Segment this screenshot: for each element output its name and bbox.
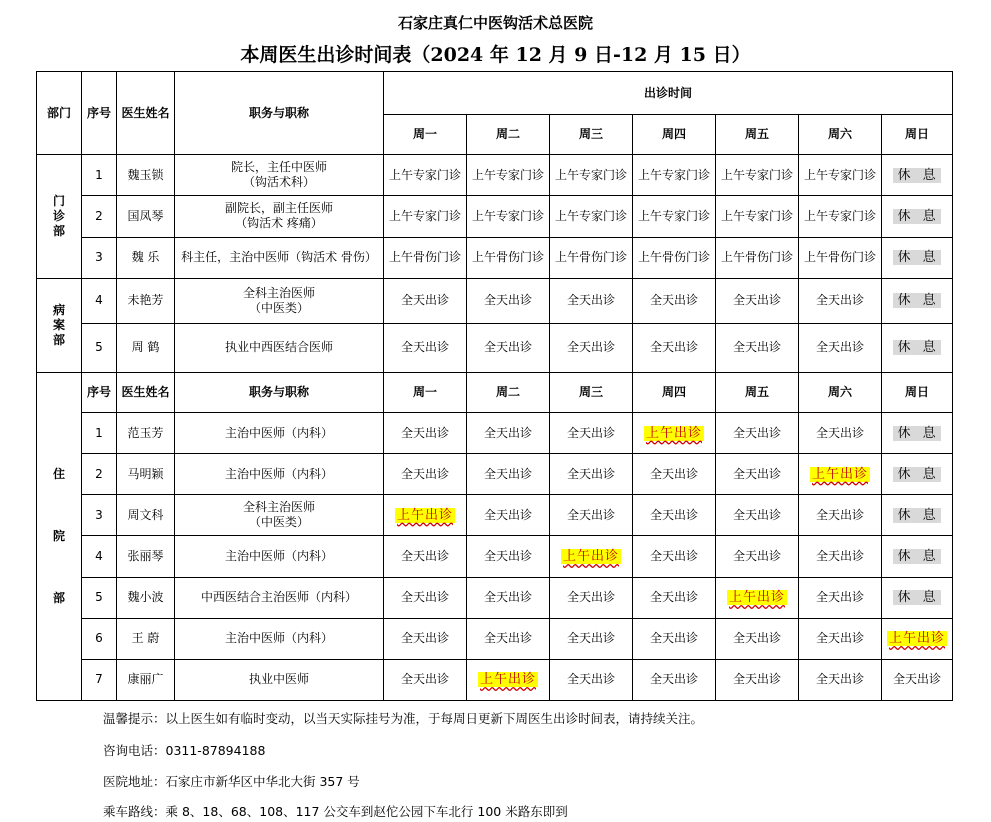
schedule-value: 全天出诊 xyxy=(400,548,449,563)
schedule-value: 上午骨伤门诊 xyxy=(720,250,793,265)
schedule-cell xyxy=(550,413,633,454)
schedule-value: 全天出诊 xyxy=(483,590,532,605)
table-row xyxy=(37,278,953,323)
schedule-cell xyxy=(799,413,882,454)
table-row xyxy=(37,454,953,495)
schedule-cell xyxy=(716,413,799,454)
table-row xyxy=(37,495,953,536)
schedule-cell xyxy=(799,495,882,536)
schedule-value: 全天出诊 xyxy=(566,672,615,687)
day-header: 周日 xyxy=(882,372,953,412)
table-row xyxy=(37,618,953,659)
schedule-value: 全天出诊 xyxy=(483,293,532,308)
header-title: 职务与职称 xyxy=(175,72,384,155)
table-row xyxy=(37,323,953,372)
title-line2: （中医类） xyxy=(248,300,309,315)
schedule-cell xyxy=(882,155,953,196)
title-line1: 副院长，副主任医师 xyxy=(224,201,333,216)
schedule-value: 上午专家门诊 xyxy=(803,208,876,223)
schedule-cell xyxy=(550,618,633,659)
schedule-cell xyxy=(384,618,467,659)
schedule-cell xyxy=(799,278,882,323)
half-day-highlight: 上午出诊 xyxy=(562,548,619,564)
title-line1: 执业中西医结合医师 xyxy=(224,340,333,355)
schedule-cell xyxy=(716,237,799,278)
schedule-value: 上午专家门诊 xyxy=(554,167,627,182)
half-day-highlight: 上午出诊 xyxy=(479,672,536,688)
schedule-cell xyxy=(716,323,799,372)
schedule-value: 上午专家门诊 xyxy=(471,208,544,223)
schedule-cell xyxy=(550,323,633,372)
schedule-cell xyxy=(384,323,467,372)
schedule-cell xyxy=(716,618,799,659)
schedule-cell xyxy=(384,495,467,536)
rest-label: 休 息 xyxy=(893,293,940,308)
day-header: 周四 xyxy=(633,115,716,155)
schedule-cell xyxy=(716,278,799,323)
schedule-cell xyxy=(384,659,467,700)
schedule-cell xyxy=(799,454,882,495)
schedule-cell xyxy=(633,659,716,700)
doctor-name: 国凤琴 xyxy=(117,196,175,237)
schedule-value: 上午专家门诊 xyxy=(471,167,544,182)
row-number: 3 xyxy=(82,495,117,536)
row-number: 3 xyxy=(82,237,117,278)
schedule-value: 全天出诊 xyxy=(815,631,864,646)
title-cell xyxy=(175,196,384,237)
schedule-cell xyxy=(633,577,716,618)
row-number: 1 xyxy=(82,155,117,196)
row-number: 1 xyxy=(82,413,117,454)
title-cell xyxy=(175,659,384,700)
schedule-cell xyxy=(550,577,633,618)
schedule-cell xyxy=(550,536,633,577)
schedule-cell xyxy=(633,196,716,237)
day-header: 周五 xyxy=(716,115,799,155)
schedule-value: 全天出诊 xyxy=(483,507,532,522)
schedule-value: 上午专家门诊 xyxy=(388,167,461,182)
doctor-name: 魏 乐 xyxy=(117,237,175,278)
schedule-value: 全天出诊 xyxy=(732,548,781,563)
row-number: 7 xyxy=(82,659,117,700)
schedule-value: 上午骨伤门诊 xyxy=(388,250,461,265)
schedule-value: 全天出诊 xyxy=(732,466,781,481)
rest-label: 休 息 xyxy=(893,209,940,224)
dept-name: 住 院 部 xyxy=(52,467,65,606)
schedule-cell xyxy=(716,155,799,196)
day-header: 周一 xyxy=(384,115,467,155)
row-number: 5 xyxy=(82,323,117,372)
schedule-cell xyxy=(882,577,953,618)
schedule-cell xyxy=(550,196,633,237)
schedule-value: 全天出诊 xyxy=(649,672,698,687)
schedule-cell xyxy=(550,495,633,536)
day-header: 周五 xyxy=(716,372,799,412)
day-header: 周四 xyxy=(633,372,716,412)
schedule-value: 全天出诊 xyxy=(566,590,615,605)
hospital-name: 石家庄真仁中医钩活术总医院 xyxy=(397,14,593,32)
schedule-cell xyxy=(550,659,633,700)
row-number: 5 xyxy=(82,577,117,618)
schedule-value: 上午专家门诊 xyxy=(637,208,710,223)
schedule-cell xyxy=(384,536,467,577)
rest-label: 休 息 xyxy=(893,467,940,482)
rest-label: 休 息 xyxy=(893,168,940,183)
schedule-cell xyxy=(882,495,953,536)
schedule-cell xyxy=(384,237,467,278)
schedule-cell xyxy=(633,536,716,577)
schedule-cell xyxy=(467,495,550,536)
schedule-value: 全天出诊 xyxy=(893,672,942,687)
day-header: 周三 xyxy=(550,372,633,412)
dept-name: 门 诊 部 xyxy=(52,193,65,238)
schedule-title: 本周医生出诊时间表（2024 年 12 月 9 日-12 月 15 日） xyxy=(240,44,751,66)
title-line2: （钩活术科） xyxy=(242,175,315,190)
schedule-value: 全天出诊 xyxy=(566,507,615,522)
schedule-cell xyxy=(550,155,633,196)
schedule-value: 全天出诊 xyxy=(649,507,698,522)
schedule-cell xyxy=(716,577,799,618)
schedule-cell xyxy=(467,196,550,237)
row-number: 6 xyxy=(82,618,117,659)
schedule-value: 全天出诊 xyxy=(732,631,781,646)
schedule-cell xyxy=(633,413,716,454)
schedule-value: 上午专家门诊 xyxy=(803,167,876,182)
schedule-cell xyxy=(716,454,799,495)
doctor-name: 魏玉锁 xyxy=(117,155,175,196)
schedule-cell xyxy=(882,196,953,237)
table-row xyxy=(37,659,953,700)
schedule-value: 全天出诊 xyxy=(732,507,781,522)
schedule-cell xyxy=(882,454,953,495)
schedule-cell xyxy=(550,454,633,495)
title-cell xyxy=(175,323,384,372)
title-cell xyxy=(175,577,384,618)
half-day-highlight: 上午出诊 xyxy=(396,507,453,523)
schedule-value: 全天出诊 xyxy=(400,425,449,440)
doctor-name: 周文科 xyxy=(117,495,175,536)
title-cell xyxy=(175,413,384,454)
schedule-value: 上午骨伤门诊 xyxy=(471,250,544,265)
day-header: 周六 xyxy=(799,372,882,412)
schedule-cell xyxy=(467,618,550,659)
table-row xyxy=(37,536,953,577)
doctor-name: 范玉芳 xyxy=(117,413,175,454)
schedule-value: 全天出诊 xyxy=(483,425,532,440)
rest-label: 休 息 xyxy=(893,549,940,564)
title-line2: （中医类） xyxy=(248,515,309,530)
schedule-value: 全天出诊 xyxy=(649,293,698,308)
schedule-value: 全天出诊 xyxy=(566,466,615,481)
schedule-cell xyxy=(716,495,799,536)
schedule-cell xyxy=(384,155,467,196)
title-line2: （钩活术 疼痛） xyxy=(235,216,323,231)
schedule-cell xyxy=(882,237,953,278)
table-row xyxy=(37,155,953,196)
table-row xyxy=(37,196,953,237)
title-line1: 全科主治医师 xyxy=(242,285,315,300)
schedule-cell xyxy=(633,618,716,659)
schedule-value: 全天出诊 xyxy=(566,631,615,646)
schedule-cell xyxy=(882,618,953,659)
schedule-cell xyxy=(716,659,799,700)
rest-label: 休 息 xyxy=(893,590,940,605)
schedule-value: 全天出诊 xyxy=(649,548,698,563)
schedule-value: 全天出诊 xyxy=(483,548,532,563)
title-cell xyxy=(175,618,384,659)
schedule-cell xyxy=(384,577,467,618)
footer-notice: 温馨提示：以上医生如有临时变动，以当天实际挂号为准，于每周日更新下周医生出诊时间表，请持续关注。 xyxy=(103,711,704,726)
schedule-value: 全天出诊 xyxy=(815,672,864,687)
schedule-value: 全天出诊 xyxy=(815,425,864,440)
schedule-cell xyxy=(384,454,467,495)
half-day-highlight: 上午出诊 xyxy=(889,631,946,647)
row-number: 2 xyxy=(82,196,117,237)
table-row xyxy=(37,577,953,618)
day-header: 周一 xyxy=(384,372,467,412)
schedule-cell xyxy=(633,278,716,323)
schedule-value: 全天出诊 xyxy=(400,293,449,308)
schedule-cell xyxy=(882,413,953,454)
header-title: 职务与职称 xyxy=(175,372,384,412)
title-line1: 主治中医师（内科） xyxy=(224,631,333,646)
schedule-value: 全天出诊 xyxy=(400,590,449,605)
row-number: 4 xyxy=(82,278,117,323)
schedule-cell xyxy=(467,454,550,495)
schedule-cell xyxy=(882,659,953,700)
day-header: 周日 xyxy=(882,115,953,155)
schedule-value: 全天出诊 xyxy=(732,340,781,355)
schedule-value: 全天出诊 xyxy=(815,548,864,563)
schedule-value: 上午专家门诊 xyxy=(720,167,793,182)
schedule-value: 全天出诊 xyxy=(566,340,615,355)
header-schedule: 出诊时间 xyxy=(384,72,953,115)
schedule-value: 上午专家门诊 xyxy=(720,208,793,223)
doctor-name: 周 鹤 xyxy=(117,323,175,372)
schedule-value: 全天出诊 xyxy=(815,293,864,308)
schedule-cell xyxy=(467,413,550,454)
schedule-cell xyxy=(633,237,716,278)
title-line1: 主治中医师（内科） xyxy=(224,548,333,563)
schedule-cell xyxy=(633,495,716,536)
schedule-cell xyxy=(799,237,882,278)
title-cell xyxy=(175,237,384,278)
title-line1: 科主任，主治中医师（钩活术 骨伤） xyxy=(181,250,377,265)
half-day-highlight: 上午出诊 xyxy=(728,590,785,606)
dept-cell xyxy=(37,278,82,372)
schedule-value: 全天出诊 xyxy=(649,631,698,646)
doctor-name: 马明颖 xyxy=(117,454,175,495)
schedule-cell xyxy=(550,237,633,278)
schedule-cell xyxy=(633,454,716,495)
schedule-value: 全天出诊 xyxy=(566,425,615,440)
schedule-cell xyxy=(467,155,550,196)
schedule-cell xyxy=(799,577,882,618)
title-line1: 执业中医师 xyxy=(248,672,309,687)
schedule-cell xyxy=(799,618,882,659)
schedule-cell xyxy=(882,323,953,372)
dept-cell xyxy=(37,372,82,700)
doctor-name: 魏小波 xyxy=(117,577,175,618)
dept-name: 病 案 部 xyxy=(52,302,65,347)
title-cell xyxy=(175,454,384,495)
schedule-cell xyxy=(799,196,882,237)
schedule-cell xyxy=(882,536,953,577)
schedule-value: 上午骨伤门诊 xyxy=(637,250,710,265)
schedule-value: 全天出诊 xyxy=(732,672,781,687)
title-line1: 中西医结合主治医师（内科） xyxy=(200,590,357,605)
footer-address: 医院地址：石家庄市新华区中华北大街 357 号 xyxy=(103,774,360,789)
schedule-value: 全天出诊 xyxy=(483,466,532,481)
schedule-cell xyxy=(467,659,550,700)
schedule-value: 上午专家门诊 xyxy=(554,208,627,223)
title-cell xyxy=(175,536,384,577)
schedule-cell xyxy=(467,577,550,618)
title-cell xyxy=(175,155,384,196)
title-cell xyxy=(175,278,384,323)
schedule-value: 全天出诊 xyxy=(732,425,781,440)
title-line1: 主治中医师（内科） xyxy=(224,425,333,440)
schedule-value: 全天出诊 xyxy=(815,590,864,605)
row-number: 4 xyxy=(82,536,117,577)
day-header: 周二 xyxy=(467,372,550,412)
schedule-cell xyxy=(799,659,882,700)
title-line1: 主治中医师（内科） xyxy=(224,466,333,481)
schedule-value: 全天出诊 xyxy=(815,340,864,355)
title-line1: 院长，主任中医师 xyxy=(230,160,327,175)
header-dept: 部门 xyxy=(37,72,82,155)
schedule-cell xyxy=(799,323,882,372)
schedule-cell xyxy=(633,155,716,196)
schedule-table xyxy=(36,71,953,701)
schedule-cell xyxy=(799,536,882,577)
row-number: 2 xyxy=(82,454,117,495)
schedule-cell xyxy=(799,155,882,196)
doctor-name: 康丽广 xyxy=(117,659,175,700)
schedule-cell xyxy=(716,536,799,577)
schedule-value: 全天出诊 xyxy=(400,631,449,646)
schedule-cell xyxy=(384,278,467,323)
schedule-value: 上午骨伤门诊 xyxy=(554,250,627,265)
header-no: 序号 xyxy=(82,72,117,155)
schedule-value: 上午骨伤门诊 xyxy=(803,250,876,265)
rest-label: 休 息 xyxy=(893,508,940,523)
dept-cell xyxy=(37,155,82,278)
table-row xyxy=(37,413,953,454)
schedule-cell xyxy=(467,323,550,372)
schedule-cell xyxy=(467,278,550,323)
schedule-value: 全天出诊 xyxy=(483,340,532,355)
doctor-name: 王 蔚 xyxy=(117,618,175,659)
schedule-cell xyxy=(467,536,550,577)
doctor-name: 张丽琴 xyxy=(117,536,175,577)
schedule-value: 全天出诊 xyxy=(732,293,781,308)
schedule-value: 上午专家门诊 xyxy=(637,167,710,182)
schedule-value: 全天出诊 xyxy=(815,507,864,522)
half-day-highlight: 上午出诊 xyxy=(645,425,702,441)
schedule-value: 全天出诊 xyxy=(400,672,449,687)
schedule-cell xyxy=(716,196,799,237)
doctor-name: 未艳芳 xyxy=(117,278,175,323)
schedule-value: 上午专家门诊 xyxy=(388,208,461,223)
footer-route: 乘车路线：乘 8、18、68、108、117 公交车到赵佗公园下车北行 100 米路东即到 xyxy=(103,804,568,819)
schedule-value: 全天出诊 xyxy=(400,466,449,481)
day-header: 周六 xyxy=(799,115,882,155)
title-cell xyxy=(175,495,384,536)
schedule-cell xyxy=(384,413,467,454)
schedule-cell xyxy=(633,323,716,372)
schedule-value: 全天出诊 xyxy=(649,340,698,355)
schedule-cell xyxy=(467,237,550,278)
rest-label: 休 息 xyxy=(893,426,940,441)
rest-label: 休 息 xyxy=(893,250,940,265)
schedule-value: 全天出诊 xyxy=(649,466,698,481)
schedule-cell xyxy=(882,278,953,323)
footer-phone: 咨询电话：0311-87894188 xyxy=(103,743,266,758)
schedule-cell xyxy=(384,196,467,237)
header-name: 医生姓名 xyxy=(117,72,175,155)
header-no: 序号 xyxy=(82,372,117,412)
table-row xyxy=(37,237,953,278)
schedule-cell xyxy=(550,278,633,323)
day-header: 周二 xyxy=(467,115,550,155)
title-line1: 全科主治医师 xyxy=(242,500,315,515)
day-header: 周三 xyxy=(550,115,633,155)
rest-label: 休 息 xyxy=(893,340,940,355)
schedule-value: 全天出诊 xyxy=(400,340,449,355)
schedule-value: 全天出诊 xyxy=(649,590,698,605)
schedule-value: 全天出诊 xyxy=(483,631,532,646)
schedule-value: 全天出诊 xyxy=(566,293,615,308)
half-day-highlight: 上午出诊 xyxy=(811,466,868,482)
header-name: 医生姓名 xyxy=(117,372,175,412)
